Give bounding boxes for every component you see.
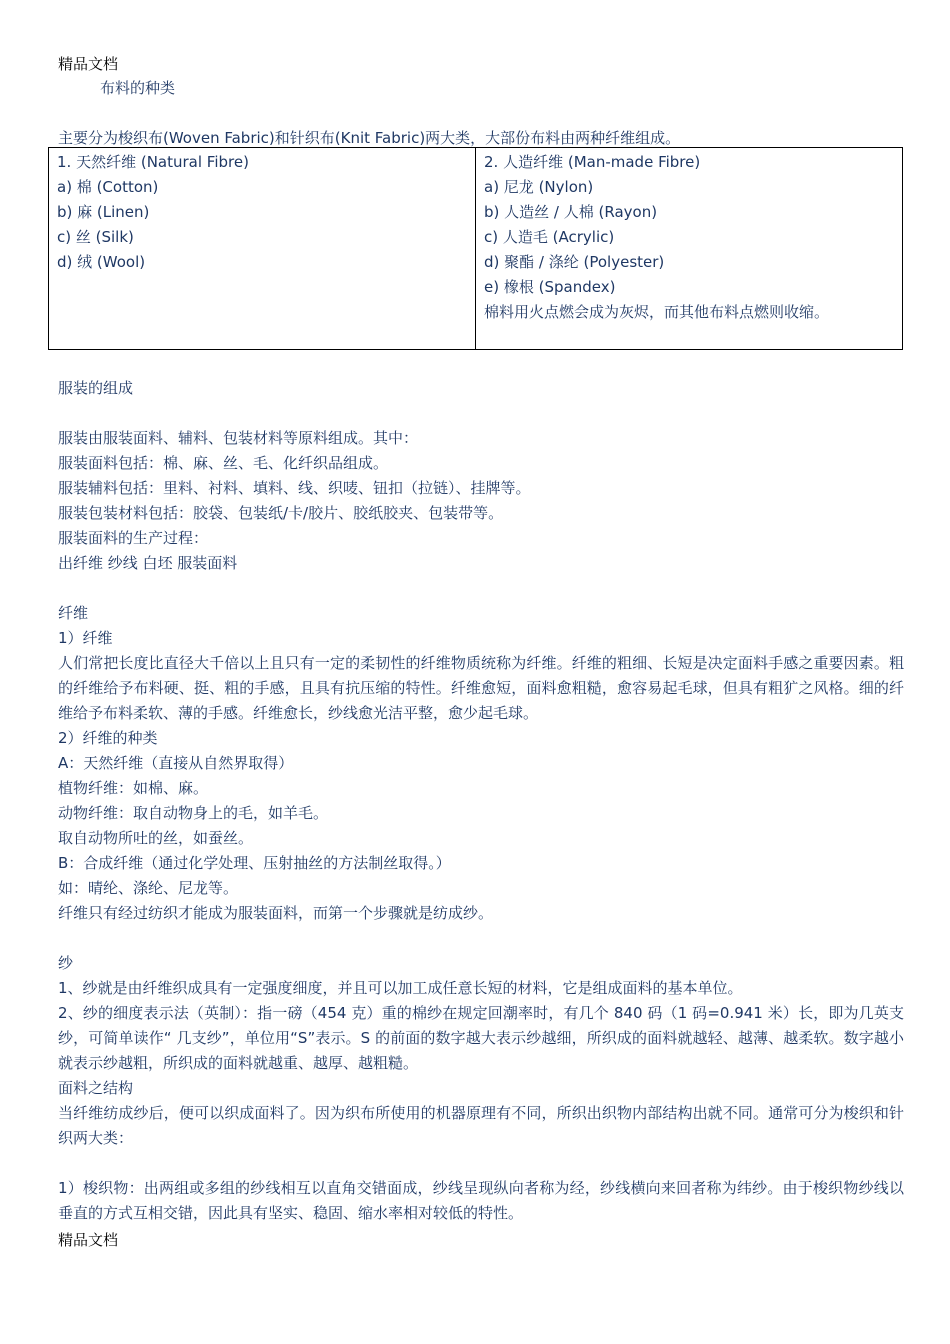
text-line: 动物纤维：取自动物身上的毛，如羊毛。: [58, 804, 329, 822]
paragraph: 2、纱的细度表示法（英制）：指一磅（454 克）重的棉纱在规定回潮率时，有几个 840 码（1 码=0.941 米）长，即为几英支纱，可简单读作“ 几支纱”，单位用“S”表示。S 的前面的数字越大表示纱越细，所织成的面料就越轻、越薄、越柔软。数字越小就表示纱越粗，所织成的面料就越重、越厚、越粗糙。: [58, 1004, 904, 1072]
text-line: 2）纤维的种类: [58, 729, 158, 747]
section-heading: 纤维: [58, 604, 89, 622]
table-line: d) 绒 (Wool): [57, 253, 146, 271]
intro-text: 主要分为梭织布(Woven Fabric)和针织布(Knit Fabric)两大类，大部份布料由两种纤维组成。: [58, 129, 681, 147]
table-line: a) 棉 (Cotton): [57, 178, 159, 196]
section-heading: 服装的组成: [58, 379, 134, 397]
section-heading: 面料之结构: [58, 1079, 134, 1097]
table-note: 棉料用火点燃会成为灰烬，而其他布料点燃则收缩。: [484, 303, 830, 321]
text-line: 服装面料包括：棉、麻、丝、毛、化纤织品组成。: [58, 454, 389, 472]
fiber-types-table: [48, 147, 903, 350]
text-line: B：合成纤维（通过化学处理、压射抽丝的方法制丝取得。）: [58, 854, 451, 872]
page-header: 精品文档: [58, 55, 119, 73]
section-heading: 纱: [58, 954, 74, 972]
paragraph: 人们常把长度比直径大千倍以上且只有一定的柔韧性的纤维物质统称为纤维。纤维的粗细、长短是决定面料手感之重要因素。粗的纤维给予布料硬、挺、粗的手感，且具有抗压缩的特性。纤维愈短，面料愈粗糙，愈容易起毛球，但具有粗犷之风格。细的纤维给予布料柔软、薄的手感。纤维愈长，纱线愈光洁平整，愈少起毛球。: [58, 654, 904, 722]
table-line: c) 人造毛 (Acrylic): [484, 228, 615, 246]
text-line: 出纤维 纱线 白坯 服装面料: [58, 554, 238, 572]
manmade-fibre-cell: [476, 148, 903, 350]
table-line: a) 尼龙 (Nylon): [484, 178, 594, 196]
paragraph: 1）梭织物：出两组或多组的纱线相互以直角交错面成，纱线呈现纵向者称为经，纱线横向来回者称为纬纱。由于梭织物纱线以垂直的方式互相交错，因此具有坚实、稳固、缩水率相对较低的特性。: [58, 1179, 904, 1222]
document-title: 布料的种类: [100, 79, 176, 97]
text-line: 服装面料的生产过程：: [58, 529, 209, 547]
text-line: 服装由服装面料、辅料、包装材料等原料组成。其中：: [58, 429, 419, 447]
table-line: e) 橡根 (Spandex): [484, 278, 616, 296]
text-line: 服装包装材料包括：胶袋、包装纸/卡/胶片、胶纸胶夹、包装带等。: [58, 504, 504, 522]
text-line: A：天然纤维（直接从自然界取得）: [58, 754, 294, 772]
natural-fibre-cell: [49, 148, 476, 350]
table-line: 2. 人造纤维 (Man-made Fibre): [484, 153, 701, 171]
text-line: 植物纤维：如棉、麻。: [58, 779, 209, 797]
subheading: 1）纤维: [58, 629, 113, 647]
table-line: b) 麻 (Linen): [57, 203, 150, 221]
table-line: c) 丝 (Silk): [57, 228, 134, 246]
text-line: 服装辅料包括：里料、衬料、填料、线、织唛、钮扣（拉链）、挂牌等。: [58, 479, 531, 497]
page-footer: 精品文档: [58, 1231, 119, 1249]
table-line: d) 聚酯 / 涤纶 (Polyester): [484, 253, 665, 271]
text-line: 1、纱就是由纤维织成具有一定强度细度，并且可以加工成任意长短的材料，它是组成面料的基本单位。: [58, 979, 743, 997]
table-line: b) 人造丝 / 人棉 (Rayon): [484, 203, 658, 221]
text-line: 纤维只有经过纺织才能成为服装面料，而第一个步骤就是纺成纱。: [58, 904, 494, 922]
text-line: 如：晴纶、涤纶、尼龙等。: [58, 879, 239, 897]
paragraph: 当纤维纺成纱后，便可以织成面料了。因为织布所使用的机器原理有不同，所织出织物内部结构出就不同。通常可分为梭织和针织两大类：: [58, 1104, 904, 1147]
text-line: 取自动物所吐的丝，如蚕丝。: [58, 829, 254, 847]
table-line: 1. 天然纤维 (Natural Fibre): [57, 153, 249, 171]
